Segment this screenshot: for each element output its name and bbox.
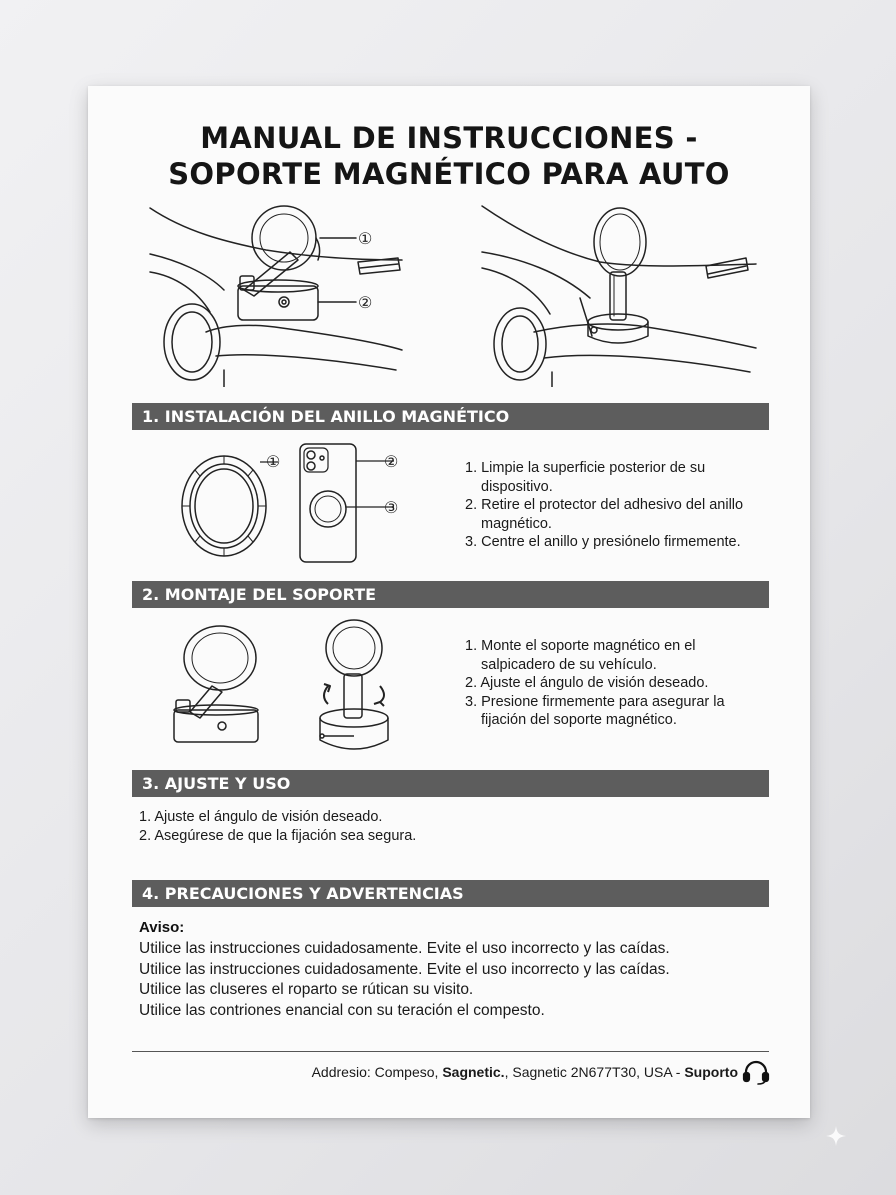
- mount-step-1: 1. Monte el soporte magnético en el salpicadero de su vehículo.: [465, 638, 696, 673]
- warning-lines: [139, 939, 670, 1021]
- manual-sheet: [88, 86, 810, 1118]
- ring-install-steps: [465, 459, 771, 552]
- ring-step-1: 1. Limpie la superficie posterior de su dispositivo.: [465, 460, 706, 495]
- footer-support: Suporto: [684, 1064, 738, 1080]
- section-heading-warnings: 4. PRECAUCIONES Y ADVERTENCIAS: [132, 880, 769, 907]
- manual-title: [88, 120, 810, 192]
- headset-icon: [742, 1060, 770, 1086]
- warning-line-1: Utilice las instrucciones cuidadosamente. Evite el uso incorrecto y las caídas.: [139, 940, 670, 957]
- callout-three-phone: ③: [384, 500, 399, 517]
- footer-middle: , Sagnetic 2N677T30, USA -: [504, 1064, 685, 1080]
- footer-brand: Sagnetic.: [442, 1064, 505, 1080]
- warning-line-3: Utilice las cluseres el roparto se rútican su visito.: [139, 981, 474, 998]
- adjust-step-2: 2. Asegúrese de que la fijación sea segura.: [139, 827, 417, 844]
- callout-two-phone: ②: [384, 454, 399, 471]
- callout-two-top: ②: [358, 295, 373, 312]
- adjust-step-1: 1. Ajuste el ángulo de visión deseado.: [139, 809, 383, 825]
- ring-step-3: 3. Centre el anillo y presiónelo firmemente.: [465, 534, 741, 550]
- section-heading-mount: 2. MONTAJE DEL SOPORTE: [132, 581, 769, 608]
- footer-divider: [132, 1051, 769, 1052]
- section-heading-adjust: 3. AJUSTE Y USO: [132, 770, 769, 797]
- footer-address: [312, 1064, 738, 1080]
- adjust-steps: [139, 808, 739, 845]
- section-heading-ring-install: 1. INSTALACIÓN DEL ANILLO MAGNÉTICO: [132, 403, 769, 430]
- notice-label: Aviso:: [139, 919, 185, 936]
- callout-one-top: ①: [358, 231, 373, 248]
- dashboard-mount-illustration-right: [480, 202, 770, 387]
- mount-step-3: 3. Presione firmemente para asegurar la fijación del soporte magnético.: [465, 693, 725, 728]
- magnetic-ring-illustration: [178, 450, 281, 562]
- warning-line-2: Utilice las instrucciones cuidadosamente. Evite el uso incorrecto y las caídas.: [139, 960, 670, 978]
- title-line-1: MANUAL DE INSTRUCCIONES -: [200, 121, 698, 155]
- title-line-2: SOPORTE MAGNÉTICO PARA AUTO: [168, 157, 730, 191]
- warning-line-4: Utilice las contriones enancial con su teración el compesto.: [139, 1001, 545, 1019]
- mount-illustration-left: [168, 622, 268, 752]
- callout-one-ring: ①: [266, 454, 281, 471]
- ring-step-2: 2. Retire el protector del adhesivo del anillo magnético.: [465, 497, 744, 532]
- mount-steps: [465, 637, 771, 730]
- mount-step-2: 2. Ajuste el ángulo de visión deseado.: [465, 675, 709, 691]
- footer-prefix: Addresio: Compeso,: [311, 1064, 443, 1080]
- mount-rotation-illustration: [310, 618, 400, 756]
- sparkle-icon: [824, 1124, 848, 1148]
